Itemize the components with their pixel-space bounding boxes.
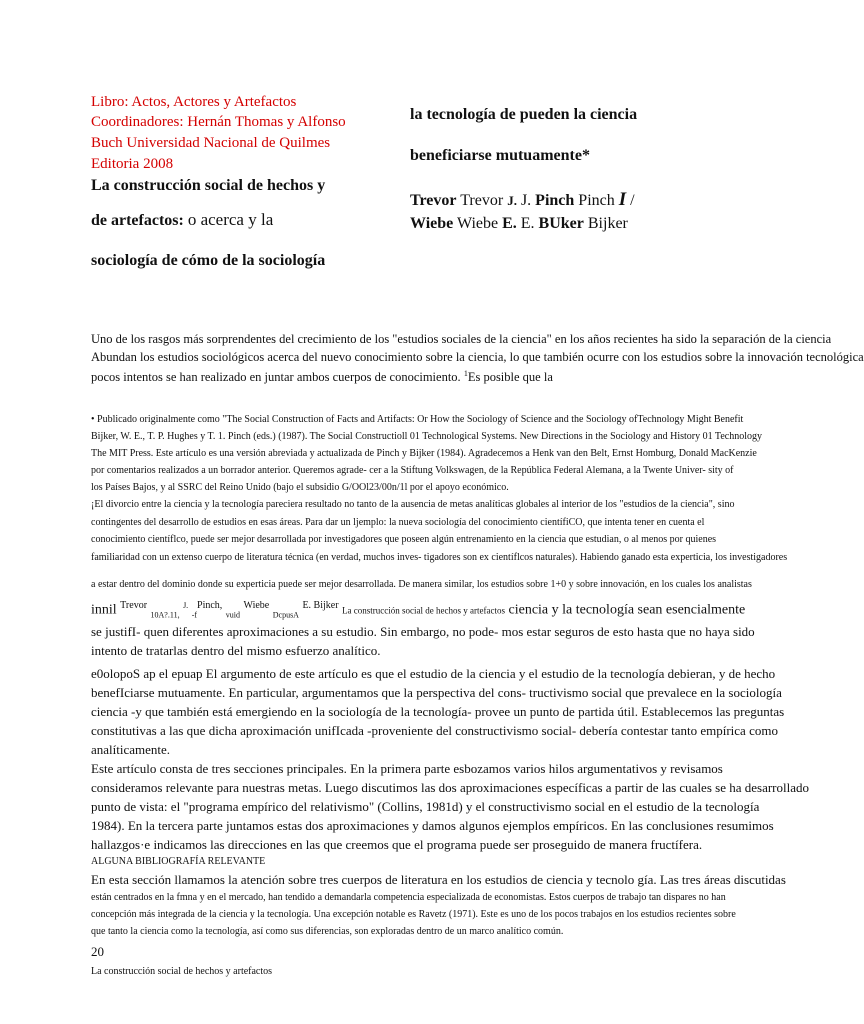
body-line: están centrados en la fmna y en el mercado, han tendido a demandarla competencia especializada de economistas. Estos cuerpos de trabajo tan dispares no han	[91, 892, 726, 903]
running-token: ciencia y la tecnología sean esencialmente	[508, 602, 746, 618]
running-token: -f	[191, 610, 198, 620]
intro-line	[91, 369, 553, 385]
title-right-line-2: beneficiarse mutuamente*	[410, 147, 590, 164]
running-token: DcpusA	[272, 610, 299, 620]
author-token: /	[630, 192, 635, 209]
body-line: 1984). En la tercera parte juntamos estas dos aproximaciones y damos algunos ejemplos empíricos. En las conclusiones resumimos	[91, 818, 774, 833]
authors-line-1	[410, 189, 635, 211]
book-publisher-line: Editoria 2008	[91, 156, 174, 172]
author-token: I	[618, 189, 627, 210]
intro-line: Uno de los rasgos más sorprendentes del crecimiento de los "estudios sociales de la ciencia" en los años recientes ha sido la separación de la ciencia	[91, 332, 832, 346]
author-token: Wiebe	[456, 215, 499, 232]
running-token: Pinch,	[197, 600, 223, 611]
running-token: Wiebe	[243, 600, 270, 611]
running-token: Trevor	[120, 600, 148, 611]
title-left-line-2	[91, 210, 273, 230]
running-line	[91, 600, 745, 619]
body-line: se justifI- quen diferentes aproximaciones a su estudio. Sin embargo, no pode- mos estar seguros de esto hasta que no haya sido	[91, 624, 755, 639]
author-token: J.	[520, 192, 532, 209]
footnote-line	[91, 431, 762, 442]
section-heading: ALGUNA BIBLIOGRAFÍA RELEVANTE	[91, 856, 266, 867]
intro-text: Es posible que la	[467, 370, 553, 385]
book-title-line: Libro: Actos, Actores y Artefactos	[91, 94, 297, 110]
footnote-text: Bijker, W. E., T. P. Hughes y T. 1. Pinch (eds.) (1987). The Social Constructioll 01 Technological Systems. New Directions in the Sociology and History 01 Technology	[91, 431, 763, 442]
body-line: que tanto la ciencia como la tecnología, así como sus diferencias, son exploradas dentro de un marco analítico común.	[91, 926, 564, 937]
book-coordinators-line: Coordinadores: Hernán Thomas y Alfonso	[91, 114, 346, 130]
authors-line-2	[410, 215, 628, 233]
footnote-line: contingentes del desarrollo de estudios en esas áreas. Para dar un ljemplo: la nueva sociología del conocimiento científiCO, que intenta tener en cuenta el	[91, 517, 705, 528]
author-token: Trevor	[460, 192, 504, 209]
body-line: constitutivas a las que dicha aproximación unifIcada -proveniente del constructivismo social- debería contestar tanto empírica como	[91, 723, 778, 738]
body-line: e0olopoS ap el epuap El argumento de este artículo es que el estudio de la ciencia y el estudio de la tecnología debieran, y de hecho	[91, 666, 776, 681]
footnote-line: ¡El divorcio entre la ciencia y la tecnología pareciera resultado no tanto de la ausencia de metas analíticas globales al interior de los "estudios de la ciencia", sino	[91, 499, 735, 510]
author-token: Pinch	[535, 192, 575, 209]
body-line: ciencia -y que también está emergiendo en la sociología de la tecnología- provee un punto de partida útil. Establecemos las preguntas	[91, 704, 785, 719]
intro-line: Abundan los estudios sociológicos acerca del nuevo conocimiento sobre la ciencia, lo que también ocurre con los estudios sobre la innovación tecnológica	[91, 350, 864, 364]
body-line: punto de vista: el "programa empírico del relativismo" (Collins, 1981d) y el constructivismo social en el estudio de la tecnología	[91, 799, 760, 814]
footnote-line: los Países Bajos, y al SSRC del Reino Unido (bajo el subsidio G/OOl23/00n/1l por el apoyo económico.	[91, 482, 509, 493]
body-line: Este artículo consta de tres secciones principales. En la primera parte esbozamos varios hilos argumentativos y revisamos	[91, 761, 723, 776]
title-left-line-2a: de artefactos:	[91, 212, 184, 229]
author-token: E.	[520, 215, 535, 232]
footnote-line: por comentarios realizados a un borrador anterior. Queremos agrade- cer a la Stiftung Volkswagen, de la República Federal Alemana, a la Twente Univer- sity of	[91, 465, 734, 476]
body-line: consideramos relevante para nuestras metas. Luego discutimos las dos aproximaciones específicas a partir de las cuales se ha desarrollado	[91, 780, 809, 795]
running-token: vuid	[225, 610, 241, 620]
footnote-line: The MIT Press. Este artículo es una versión abreviada y actualizada de Pinch y Bijker (1984). Agradecemos a Henk van den Belt, Ernst Homburg, Donald MacKenzie	[91, 448, 757, 459]
footnote-marker: 1	[463, 369, 468, 378]
page-number: 20	[91, 944, 104, 959]
body-line: concepción más integrada de la ciencia y la tecnología. Una excepción notable es Ravetz (1971). Este es uno de los pocos trabajos en los estudios recientes sobre	[91, 909, 736, 920]
running-token: E. Bijker	[302, 600, 339, 611]
body-line: intento de tratarlas dentro del mismo esfuerzo analítico.	[91, 643, 381, 658]
author-token: Pinch	[578, 192, 615, 209]
author-token: Bijker	[587, 215, 628, 232]
body-line: En esta sección llamamos la atención sobre tres cuerpos de literatura en los estudios de ciencia y tecnolo gía. Las tres áreas discutidas	[91, 872, 786, 887]
title-left-line-2b: o acerca y la	[187, 210, 274, 229]
footnote-line: conocimiento científlco, puede ser mejor desarrollada por investigadores que poseen algún entrenamiento en la ciencia que estudian, o al menos por quienes	[91, 534, 717, 545]
body-line: hallazgos·e indicamos las direcciones en las que creemos que el programa puede ser proseguido de manera fructífera.	[91, 837, 703, 852]
running-token: 10A?.11,	[150, 610, 180, 620]
title-right-line-1: la tecnología de pueden la ciencia	[410, 106, 638, 123]
footnote-line: • Publicado originalmente como "The Social Construction of Facts and Artifacts: Or How the Sociology of Science and the Sociology ofTechnology Might Benefit	[91, 414, 744, 425]
author-token: J.	[507, 193, 517, 208]
author-token: BUker	[538, 215, 584, 232]
author-token: Wiebe	[410, 215, 454, 232]
running-token: La construcción social de hechos y artefactos	[342, 605, 505, 616]
title-left-line-3: sociología de cómo de la sociología	[91, 252, 326, 269]
author-token: Trevor	[410, 192, 457, 209]
intro-text: pocos intentos se han realizado en juntar ambos cuerpos de conocimiento.	[91, 370, 461, 385]
page-footer: La construcción social de hechos y artefactos	[91, 966, 273, 977]
title-left-line-1: La construcción social de hechos y	[91, 177, 326, 194]
book-university-line: Buch Universidad Nacional de Quilmes	[91, 135, 331, 151]
body-line: benefIciarse mutuamente. En particular, argumentamos que la perspectiva del cons- tructivismo social que prevalece en la sociología	[91, 685, 782, 700]
body-line: analíticamente.	[91, 742, 171, 757]
footnote-line: a estar dentro del dominio donde su experticia puede ser mejor desarrollada. De manera similar, los estudios sobre 1+0 y sobre innovación, en los cuales los analistas	[91, 579, 752, 590]
author-token: E.	[502, 215, 517, 232]
running-token: innil	[91, 602, 117, 618]
running-token: J.	[183, 601, 189, 610]
footnote-line: familiaridad con un extenso cuerpo de literatura técnica (en verdad, muchos inves- tigadores son ex científlcos naturales). Habiendo ganado esta experticia, los investigadores	[91, 552, 788, 563]
